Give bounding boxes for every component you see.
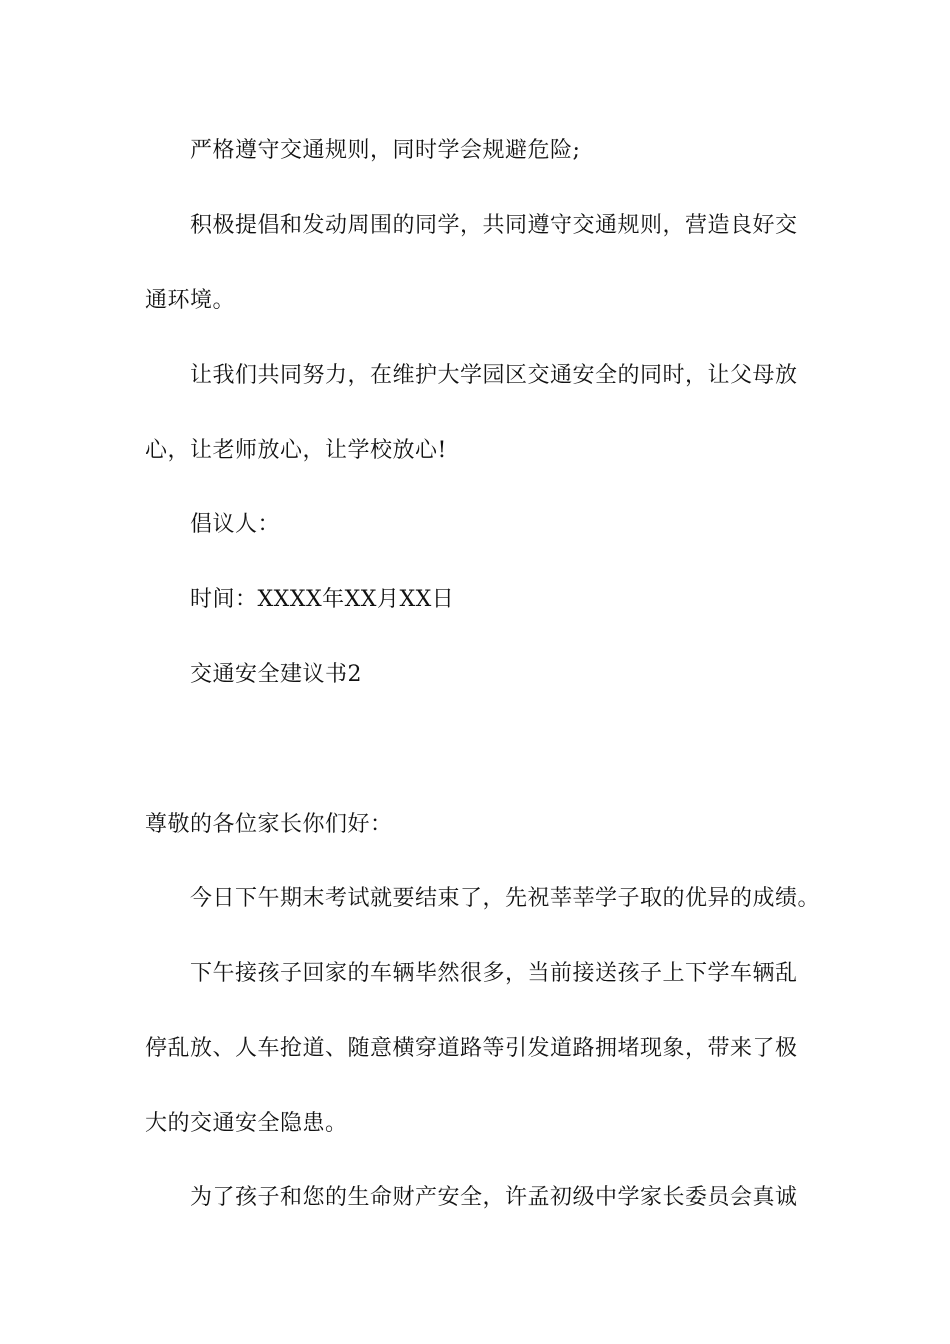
paragraph-line: 今日下午期末考试就要结束了，先祝莘莘学子取的优异的成绩。 [190,886,821,911]
paragraph-line: 大的交通安全隐患。 [145,1111,348,1136]
paragraph-line: 严格遵守交通规则，同时学会规避危险; [190,138,581,163]
date-line: 时间：XXXX年XX月XX日 [190,587,455,612]
section-title: 交通安全建议书2 [190,662,362,687]
paragraph-line: 为了孩子和您的生命财产安全，许孟初级中学家长委员会真诚 [190,1185,798,1210]
signatory-label: 倡议人： [190,512,281,537]
paragraph-line: 通环境。 [145,288,236,313]
paragraph-line: 心，让老师放心，让学校放心! [145,438,447,463]
paragraph-line: 下午接孩子回家的车辆毕然很多，当前接送孩子上下学车辆乱 [190,961,798,986]
paragraph-line: 让我们共同努力，在维护大学园区交通安全的同时，让父母放 [190,363,798,388]
paragraph-line: 停乱放、人车抢道、随意横穿道路等引发道路拥堵现象，带来了极 [145,1036,798,1061]
paragraph-line: 积极提倡和发动周围的同学，共同遵守交通规则，营造良好交 [190,213,798,238]
salutation: 尊敬的各位家长你们好： [145,812,393,837]
